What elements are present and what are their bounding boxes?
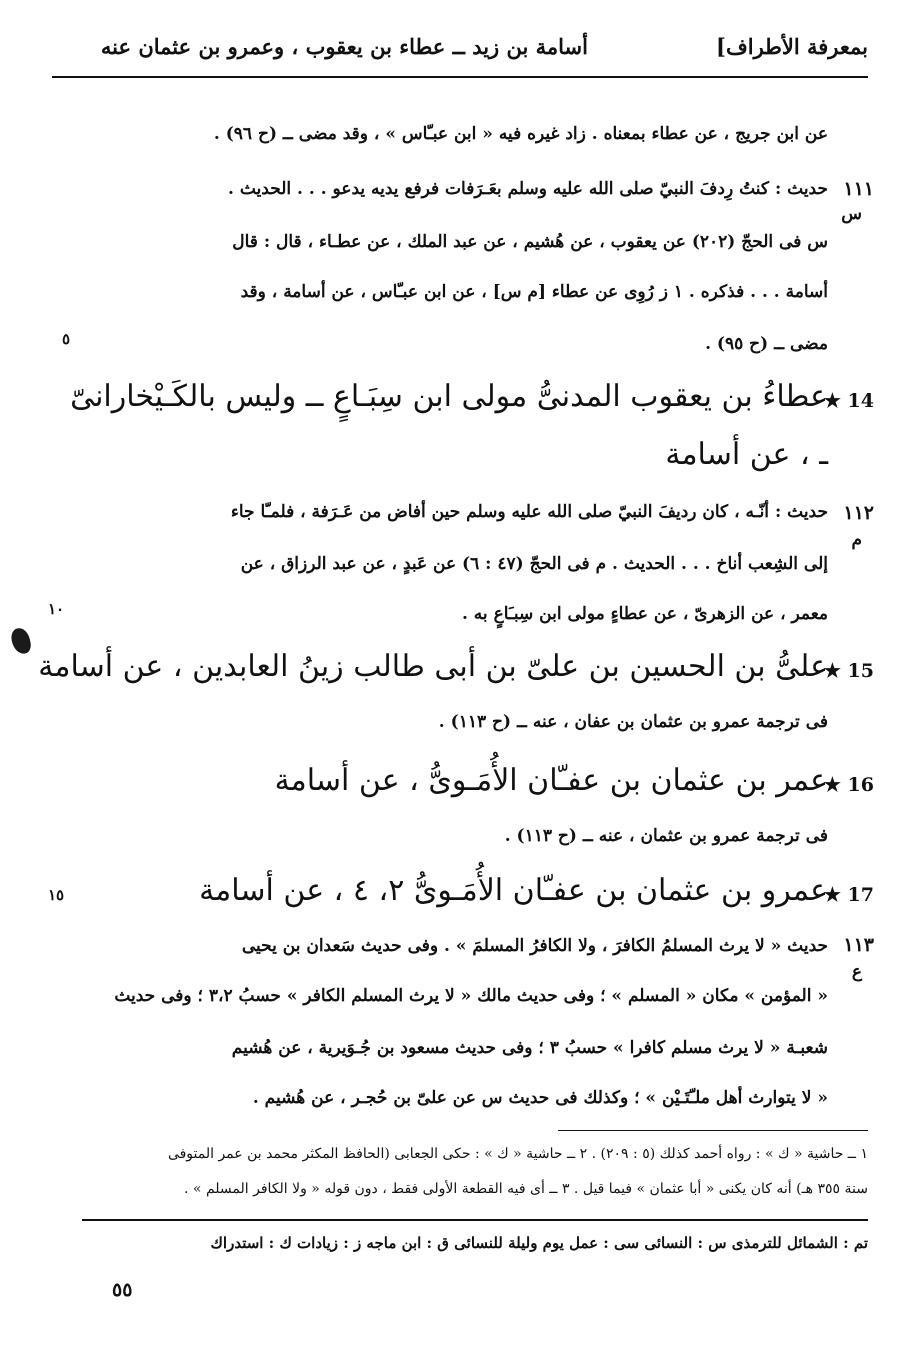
hadith-line: إلى الشِعب أناخ . . . الحديث . م فى الحجّ (٤٧ : ٦) عن عَبدٍ ، عن عبد الرزاق ، عن [240,554,828,574]
hadith-line: حديث « لا يرث المسلمُ الكافرَ ، ولا الكافرُ المسلمَ » . وفى حديث سَعدان بن يحيى [241,936,828,956]
legend-rule [82,1219,868,1221]
entry-star-icon: ★ [823,774,841,796]
footnote-rule [558,1130,868,1131]
margin-line-number: ١٥ [48,886,65,904]
margin-line-number: ١٠ [48,600,65,618]
entry-star-icon: ★ [823,660,841,682]
entry-heading: عمرو بن عثمان بن عفـّان الأُمَـوىُّ ٢، ٤ ، عن أسامة [199,873,828,908]
hadith-number: ١١١ [843,178,874,200]
entry-number [824,390,874,412]
hadith-line: حديث : أنّـه ، كان رديفَ النبيّ صلى الله عليه وسلم حين أفاض من عَـرَفة ، فلمـّا جاء [230,502,828,522]
entry-star-icon: ★ [823,390,841,412]
hadith-number: ١١٣ [843,934,874,956]
hadith-line: س فى الحجّ (٢٠٢) عن يعقوب ، عن هُشيم ، عن عبد الملك ، عن عطـاء ، قال : قال [232,232,828,252]
entry-heading: علىُّ بن الحسين بن علىّ بن أبى طالب زينُ العابدين ، عن أسامة [38,649,828,684]
hadith-sigla: س [841,204,862,224]
opening-line: عن ابن جريج ، عن عطاء بمعناه . زاد غيره فيه « ابن عبـّاس » ، وقد مضى ــ (ح ٩٦) . [213,124,828,144]
margin-line-number: ٥ [62,330,71,348]
footnote-line: سنة ٣٥٥ هـ) أنه كان يكنى « أبا عثمان » فيما قيل . ٣ ــ أى فيه القطعة الأولى فقط ، دون قوله « ولا الكافر المسلم » . [184,1181,868,1197]
hadith-line: « المؤمن » مكان « المسلم » ؛ وفى حديث مالك « لا يرث المسلم الكافر » حسبُ ٣،٢ ؛ وفى حديث [114,986,828,1006]
sigla-legend: تم : الشمائل للترمذى س : النسائى سى : عمل يوم وليلة للنسائى ق : ابن ماجه ز : زيادات ك : استدراك [210,1234,868,1252]
entry-reference: فى ترجمة عمرو بن عثمان بن عفان ، عنه ــ (ح ١١٣) . [438,712,828,732]
entry-number [824,884,874,906]
footnote-line: ١ ــ حاشية « ك » : رواه أحمد كذلك (٥ : ٢٠٩) . ٢ ــ حاشية « ك » : حكى الجعابى (الحافظ المكثر محمد بن عمر المتوفى [167,1146,868,1162]
hadith-sigla: ع [851,962,862,982]
hadith-line: شعبـة « لا يرث مسلم كافرا » حسبُ ٣ ؛ وفى حديث مسعود بن جُـوَيرية ، عن هُشيم [231,1038,828,1058]
entry-number [824,774,874,796]
entry-heading: عمر بن عثمان بن عفـّان الأُمَـوىُّ ، عن أسامة [274,763,828,798]
ink-blot [9,626,32,655]
hadith-line: أسامة . . . فذكره . ١ ز رُوِى عن عطاء [م س] ، عن ابن عبـّاس ، عن أسامة ، وقد [240,282,828,302]
hadith-sigla: م [851,530,862,550]
entry-star-icon: ★ [823,884,841,906]
hadith-line: « لا يتوارث أهل ملـّتَـيْن » ؛ وكذلك فى حديث س عن علىّ بن حُجـر ، عن هُشيم . [252,1088,828,1108]
entry-index: 14 [847,390,874,412]
entry-heading: عطاءُ بن يعقوب المدنىُّ مولى ابن سِبَـاعٍ ــ وليس بالكَـيْخارانىّ [70,379,828,414]
entry-index: 16 [847,774,874,796]
page-number: ٥٥ [112,1279,133,1301]
entry-heading: ـ ، عن أسامة [665,437,828,472]
entry-reference: فى ترجمة عمرو بن عثمان ، عنه ــ (ح ١١٣) . [504,826,828,846]
hadith-line: حديث : كنتُ رِدفَ النبيّ صلى الله عليه وسلم بعَـرَفات فرفع يديه يدعو . . . الحديث . [228,179,828,199]
header-section-title: أسامة بن زيد ــ عطاء بن يعقوب ، وعمرو بن عثمان عنه [100,34,588,59]
hadith-line: معمر ، عن الزهرىّ ، عن عطاءٍ مولى ابن سِبـَاعٍ به . [461,604,828,624]
entry-index: 15 [847,660,874,682]
hadith-line: مضى ــ (ح ٩٥) . [705,334,828,354]
hadith-number: ١١٢ [843,502,874,524]
header-book-title: بمعرفة الأطراف] [716,34,868,59]
header-rule [52,76,868,78]
entry-index: 17 [847,884,874,906]
entry-number [824,660,874,682]
